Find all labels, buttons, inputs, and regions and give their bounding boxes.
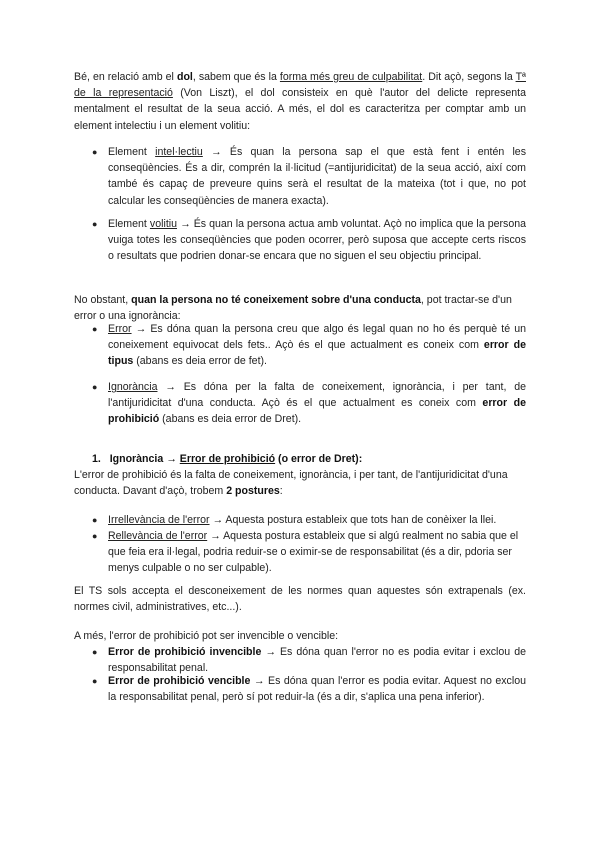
- text: El TS sols accepta el desconeixement de les normes quan aquestes són extrapenals (ex. normes civil, administratives, etc...).: [74, 585, 526, 614]
- underlined-term: Rellevància de l'error: [108, 530, 208, 542]
- ts-paragraph: [74, 583, 526, 615]
- text: Element: [108, 218, 150, 230]
- bold-term: error de tipus: [108, 339, 526, 368]
- bullet-icon: ●: [92, 515, 98, 525]
- text: Element: [108, 146, 156, 158]
- underlined-term: Irrellevància de l'error: [108, 514, 210, 526]
- vencible-paragraph: [74, 628, 526, 644]
- list-item: [108, 379, 526, 428]
- text: :: [279, 485, 283, 498]
- underlined-term: volitiu: [149, 218, 178, 230]
- list-item: [108, 512, 526, 528]
- bold-term: quan la persona no té coneixement sobre d'una conducta: [131, 294, 421, 306]
- prohibicio-paragraph: [74, 467, 526, 499]
- text: , sabem que és la: [192, 71, 280, 83]
- list-item: [108, 321, 526, 370]
- bold-term: Error de prohibició invencible: [108, 646, 262, 658]
- text: . Dit açò, segons la: [422, 71, 516, 83]
- underlined-term: forma més greu de culpabilitat: [279, 71, 423, 83]
- bold-term: Error de prohibició vencible: [108, 675, 251, 687]
- bullet-icon: ●: [92, 219, 98, 229]
- text: → Aquesta postura estableix que tots han de conèixer la llei.: [209, 514, 497, 526]
- underlined-term: Tª de la representació: [74, 71, 526, 100]
- underlined-term: Ignorància: [108, 381, 158, 393]
- bullet-icon: ●: [92, 147, 98, 157]
- list-item: [108, 528, 526, 577]
- text: Bé, en relació amb el: [74, 71, 177, 83]
- bullet-icon: ●: [92, 382, 98, 392]
- text: → Es dóna per la falta de coneixement, ignorància, i per tant, de l'antijuridicitat d'una conducta. Açò és el que actualment es coneix com: [108, 381, 526, 410]
- text: , pot tractar-se d'un error o una ignorància:: [74, 294, 512, 323]
- intro-paragraph: [74, 69, 526, 134]
- list-item: [108, 216, 526, 265]
- text: → Es dóna quan l'error no es podia evitar i exclou de responsabilitat penal.: [108, 646, 526, 675]
- text: (Von Liszt), el dol consisteix en què l'autor del delicte representa mentalment el resultat de la seua acció. A més, el dol es caracteritza per comptar amb un element intelectiu i un element volitiu:: [74, 87, 526, 132]
- text: A més, l'error de prohibició pot ser invencible o vencible:: [74, 630, 339, 642]
- text: (abans es deia error de Dret).: [159, 413, 302, 426]
- heading-text: :: [358, 453, 363, 465]
- text: → És quan la persona actua amb voluntat. Açò no implica que la persona vuiga totes les conseqüències que poden ocorrer, però suposa que accepte certs riscos o resultats que podrien donar-se encara que no siguen el seu objectiu principal.: [108, 218, 526, 263]
- no-obstant-paragraph: [74, 292, 526, 324]
- list-item: [108, 644, 526, 676]
- bullet-icon: ●: [92, 531, 98, 541]
- heading-underlined: Error de prohibició: [179, 453, 276, 465]
- text: → Aquesta postura estableix que si algú realment no sabia que el que feia era il·legal, podria reduir-se o eximir-se de responsabilitat (és a dir, pdoria ser menys culpable o no ser culpable).: [108, 530, 519, 575]
- bold-term: error de prohibició: [108, 397, 526, 426]
- bold-term: 2 postures: [226, 485, 280, 498]
- list-item: [108, 673, 526, 705]
- text: No obstant,: [74, 294, 132, 306]
- text: → Es dóna quan la persona creu que algo és legal quan no ho és perquè té un coneixement equivocat dels fets.. Açò és el que actualment es coneix com: [108, 323, 526, 352]
- bold-term: dol: [176, 71, 193, 83]
- underlined-term: intel·lectiu: [155, 146, 203, 158]
- text: L'error de prohibició és la falta de coneixement, ignorància, i per tant, de l'antijuridicitat d'una conducta. Davant d'açò, trobem: [74, 469, 508, 498]
- heading-number: 1.: [92, 453, 101, 465]
- text: → Es dóna quan l'error es podia evitar. Aquest no exclou la responsabilitat penal, però sí pot reduir-la (és a dir, s'aplica una pena inferior).: [108, 675, 526, 704]
- heading-text: (o error de Dret): [275, 453, 359, 465]
- bullet-icon: ●: [92, 676, 98, 686]
- bullet-icon: ●: [92, 647, 98, 657]
- underlined-term: Error: [108, 323, 132, 335]
- text: (abans es deia error de fet).: [133, 355, 267, 368]
- list-item: [108, 144, 526, 209]
- heading-text: Ignorància →: [109, 453, 180, 465]
- section-heading: [92, 451, 362, 467]
- text: → És quan la persona sap el que està fent i entén les conseqüències. És a dir, comprén la il·licitud (=antijuridicitat) de la seua acció, així com també és capaç de preveure quins serà el resultat de la mateixa (tot i que, no pot calcular les conseqüències de manera exacta).: [108, 146, 527, 207]
- bullet-icon: ●: [92, 324, 98, 334]
